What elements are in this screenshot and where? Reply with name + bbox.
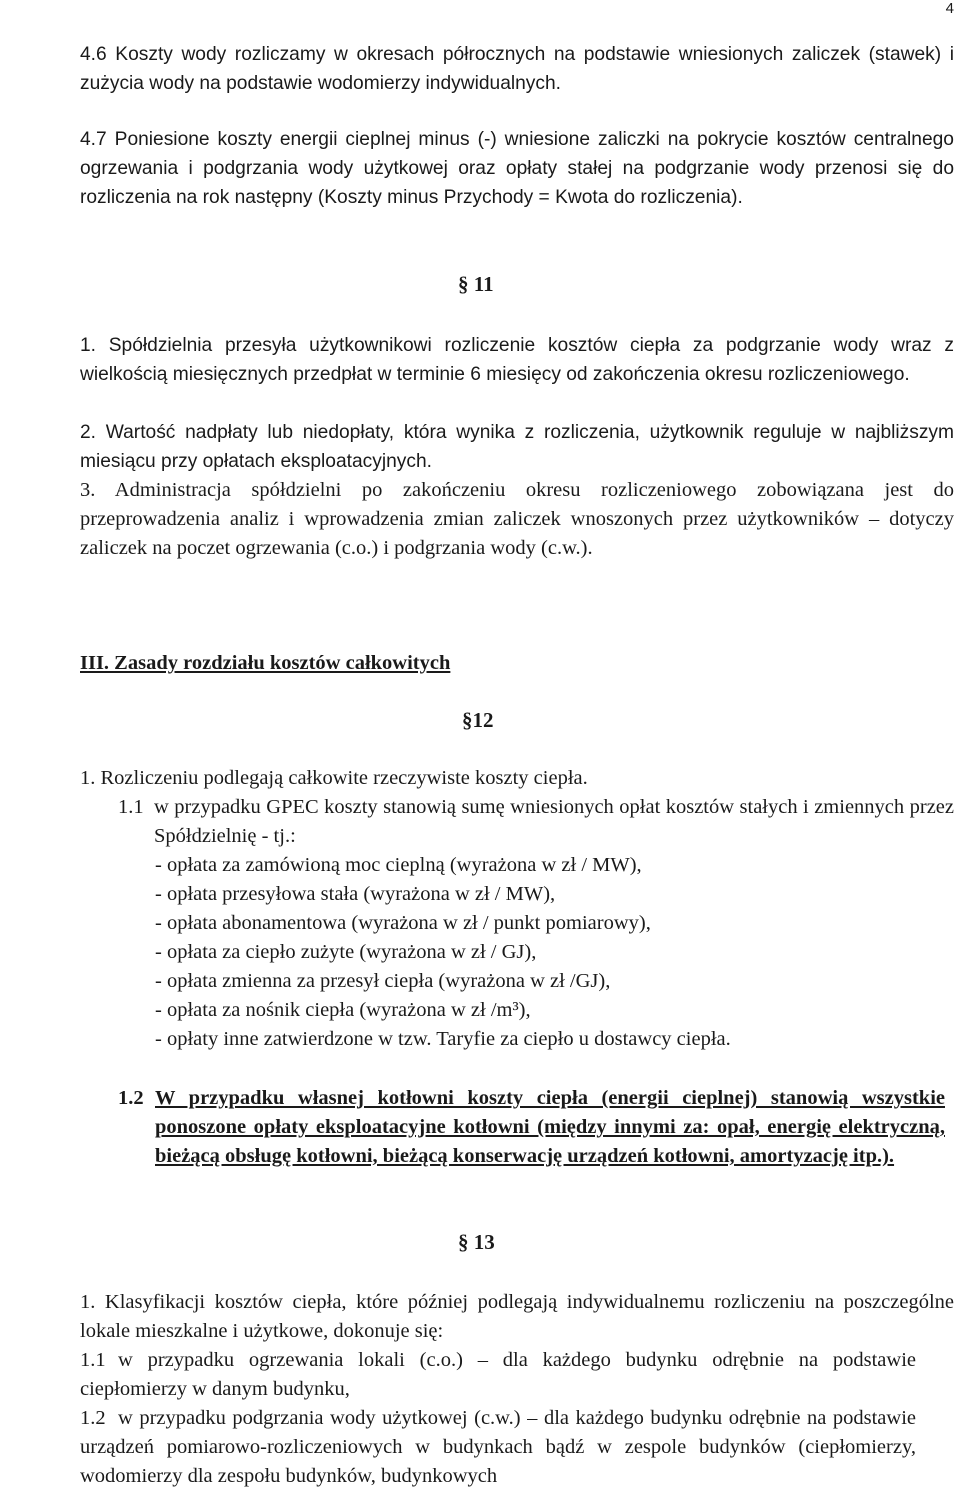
cost-list [155,851,955,1054]
item-4-7 [80,125,954,212]
cost-list-item: - opłata zmienna za przesył ciepła (wyrażona w zł /GJ), [155,970,611,992]
section-12-point-1-1-text: w przypadku GPEC koszty stanowią sumę wniesionych opłat kosztów stałych i zmiennych przez Spółdzielnię - tj.: [154,796,954,847]
cost-list-item: - opłata przesyłowa stała (wyrażona w zł / MW), [155,883,556,905]
section-11-title: § 11 [458,272,494,296]
section-11-point-3: 3. Administracja spółdzielni po zakończeniu okresu rozliczeniowego zobowiązana jest do przeprowadzenia analiz i wprowadzenia zmian zaliczek wnoszonych przez użytkowników – dotyczy zaliczek na poczet ogrzewania (c.o.) i podgrzania wody (c.w.). [80,479,954,559]
section-12-point-1-1-number: 1.1 [118,796,144,818]
section-12-title: §12 [462,708,494,732]
item-4-6 [80,40,954,98]
section-13-point-1-2 [80,1404,954,1491]
item-4-6-number: 4.6 [80,44,107,65]
section-13-point-1-2-text: w przypadku podgrzania wody użytkowej (c.w.) – dla każdego budynku odrębnie na podstawie urządzeń pomiarowo-rozliczeniowych w budynkach bądź w zespole budynków (ciepłomierzy, wodomierzy dla zespołu budynków, budynkowych [80,1407,916,1487]
item-4-7-number: 4.7 [80,129,107,150]
chapter-heading-text: III. Zasady rozdziału kosztów całkowitych [80,652,451,674]
cost-list-item: - opłata za nośnik ciepła (wyrażona w zł /m³), [155,999,531,1021]
cost-list-item: - opłaty inne zatwierdzone w tzw. Taryfie za ciepło u dostawcy ciepła. [155,1028,731,1050]
cost-list-item: - opłata za zamówioną moc cieplną (wyrażona w zł / MW), [155,854,642,876]
section-11-point-2: 2. Wartość nadpłaty lub niedopłaty, która wynika z rozliczenia, użytkownik reguluje w najbliższym miesiącu przy opłatach eksploatacyjnych. [80,422,954,472]
section-11-point-1: 1. Spółdzielnia przesyła użytkownikowi rozliczenie kosztów ciepła za podgrzanie wody wraz z wielkością miesięcznych przedpłat w terminie 6 miesięcy od zakończenia okresu rozliczeniowego. [80,335,954,385]
section-12-point-1: 1. Rozliczeniu podlegają całkowite rzeczywiste koszty ciepła. [80,767,588,789]
item-4-7-text: Poniesione koszty energii cieplnej minus (-) wniesione zaliczki na pokrycie kosztów centralnego ogrzewania i podgrzania wody użytkowej oraz opłaty stałej na podgrzanie wody przenosi się do rozliczenia na rok następny (Koszty minus Przychody = Kwota do rozliczenia). [80,129,954,208]
page-number: 4 [945,0,954,17]
cost-list-item: - opłata abonamentowa (wyrażona w zł / punkt pomiarowy), [155,912,651,934]
section-13-point-1-1-text: w przypadku ogrzewania lokali (c.o.) – dla każdego budynku odrębnie na podstawie ciepłomierzy w danym budynku, [80,1349,916,1400]
section-13-point-1-1-number: 1.1 [80,1349,106,1371]
section-12-point-1-2-number: 1.2 [118,1087,144,1109]
item-4-6-text: Koszty wody rozliczamy w okresach półrocznych na podstawie wniesionych zaliczek (stawek) i zużycia wody na podstawie wodomierzy indywidualnych. [80,44,954,94]
section-13-point-1: 1. Klasyfikacji kosztów ciepła, które później podlegają indywidualnemu rozliczeniu na poszczególne lokale mieszkalne i użytkowe, dokonuje się: [80,1291,954,1342]
cost-list-item: - opłata za ciepło zużyte (wyrażona w zł / GJ), [155,941,537,963]
section-12-point-1-2 [118,1084,954,1171]
section-13-title: § 13 [458,1230,495,1254]
section-13-point-1-2-number: 1.2 [80,1407,106,1429]
section-13-point-1-1 [80,1346,954,1404]
section-12-point-1-1 [118,793,954,851]
section-12-point-1-2-text: W przypadku własnej kotłowni koszty ciepła (energii cieplnej) stanowią wszystkie ponoszone opłaty eksploatacyjne kotłowni (między innymi za: opał, energię elektryczną, bieżącą obsługę kotłowni, bieżącą konserwację urządzeń kotłowni, amortyzację itp.). [155,1087,945,1167]
